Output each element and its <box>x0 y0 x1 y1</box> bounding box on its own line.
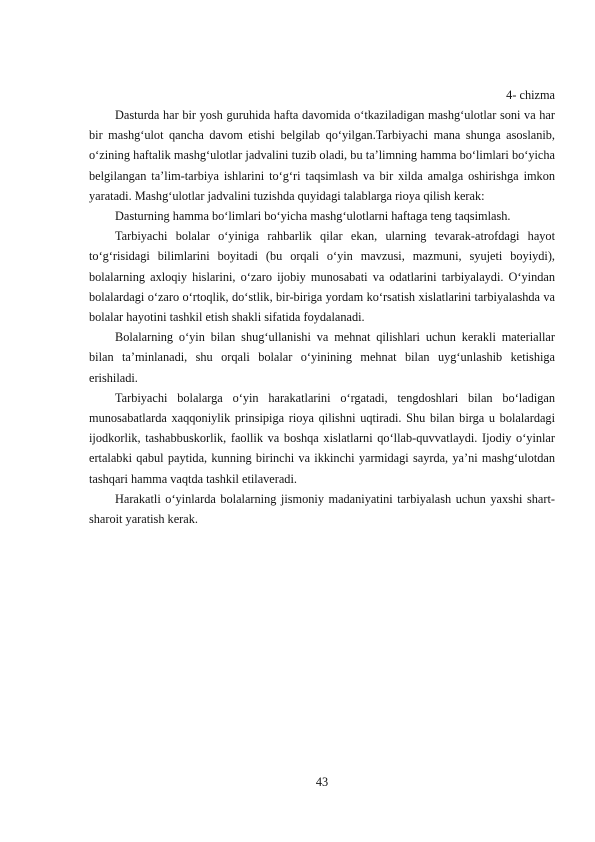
paragraph: Bolalarning o‘yin bilan shug‘ullanishi va mehnat qilishlari uchun kerakli materiallar bilan ta’minlanadi, shu orqali bolalar o‘yinining mehnat bilan uyg‘unlashib ketishiga erishiladi. <box>89 330 555 385</box>
page-number: 43 <box>315 775 329 789</box>
paragraph: Dasturning hamma bo‘limlari bo‘yicha mashg‘ulotlarni haftaga teng taqsimlash. <box>115 209 511 224</box>
figure-caption: 4- chizma <box>506 88 555 102</box>
body-text <box>89 105 555 529</box>
paragraph: Harakatli o‘yinlarda bolalarning jismoniy madaniyatini tarbiyalash uchun yaxshi shart-sharoit yaratish kerak. <box>89 491 555 527</box>
paragraph: Dasturda har bir yosh guruhida hafta davomida o‘tkaziladigan mashg‘ulotlar soni va har bir mashg‘ulot qancha davom etishi belgilab qo‘yilgan.Tarbiyachi mana shunga asoslanib, o‘zining haftalik mashg‘ulotlar jadvalini tuzib oladi, bu ta’limning hamma bo‘limlari bo‘yicha belgilangan ta’lim-tarbiya ishlarini to‘g‘ri taqsimlash va bir xilda amalga oshirishga imkon yaratadi. Mashg‘ulotlar jadvalini tuzishda quyidagi talablarga rioya qilish kerak: <box>89 108 555 203</box>
paragraph: Tarbiyachi bolalar o‘yiniga rahbarlik qilar ekan, ularning tevarak-atrofdagi hayot to‘g‘risidagi bilimlarini boyitadi (bu orqali o‘yin mavzusi, mazmuni, syujeti boyiydi), bolalarning axloqiy hislarini, o‘zaro ijobiy munosabati va odatlarini tarbiyalaydi. O‘yindan bolalardagi o‘zaro o‘rtoqlik, do‘stlik, bir-biriga yordam ko‘rsatish xislatlarini tarbiyalashda va bolalar hayotini tashkil etish shakli sifatida foydalanadi. <box>89 229 555 325</box>
paragraph: Tarbiyachi bolalarga o‘yin harakatlarini o‘rgatadi, tengdoshlari bilan bo‘ladigan munosabatlarda xaqqoniylik prinsipiga rioya qilishni uqtiradi. Shu bilan birga u bolalardagi ijodkorlik, tashabbuskorlik, faollik va boshqa xislatlarni qo‘llab-quvvatlaydi. Ijodiy o‘yinlar ertalabki qabul paytida, kunning birinchi va ikkinchi yarmidagi sayrda, ya’ni mashg‘ulotdan tashqari hamma vaqtda tashkil etilaveradi. <box>89 390 555 486</box>
